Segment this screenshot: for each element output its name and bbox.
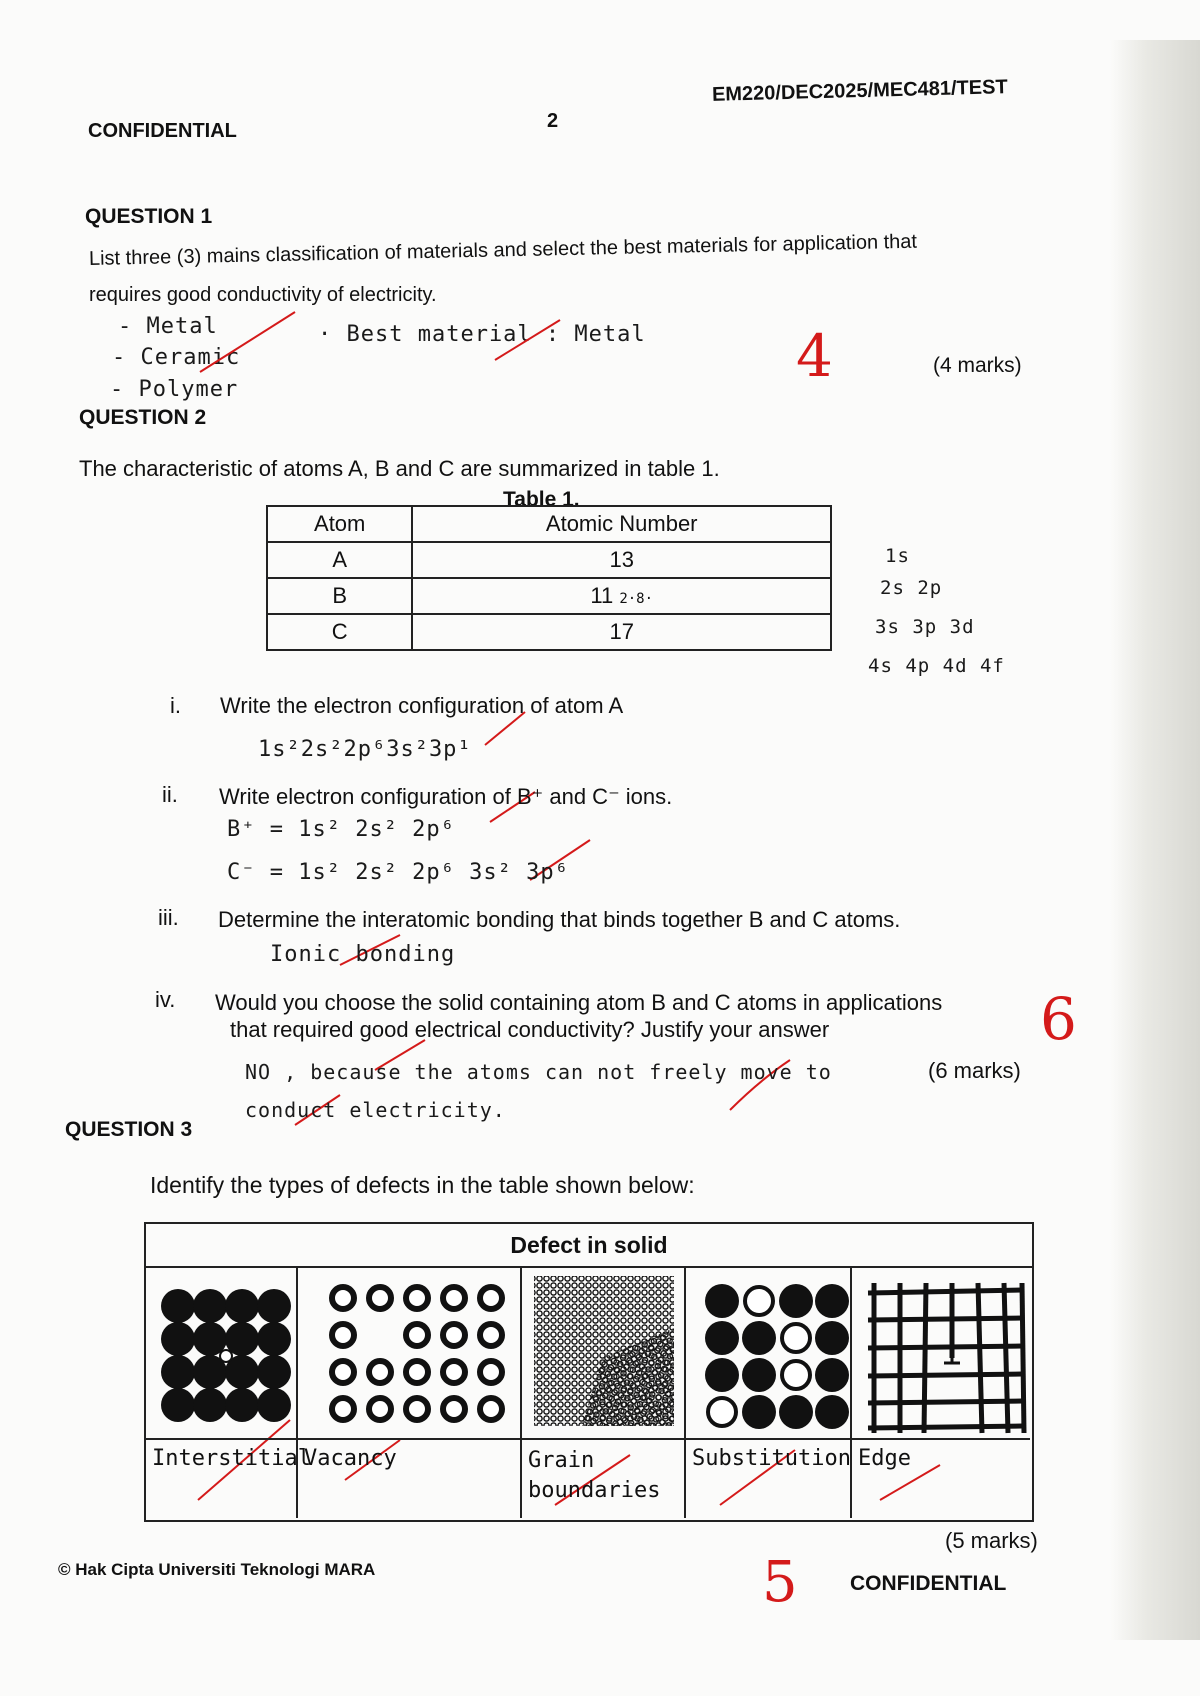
q1-answer-2: - Ceramic (112, 345, 241, 370)
table1-header-atom: Atom (267, 506, 412, 542)
table1-cell: A (267, 542, 412, 578)
defect-cell-vacancy (298, 1268, 522, 1518)
q2-item-iv-text: Would you choose the solid containing atom B and C atoms in applications (215, 990, 943, 1015)
footer-confidential: CONFIDENTIAL (850, 1572, 1007, 1595)
q1-best-material: · Best material : Metal (318, 322, 646, 347)
q2-item-ii-answer-c: C⁻ = 1s² 2s² 2p⁶ 3s² 3p⁶ (227, 860, 569, 885)
side-note-4: 4s 4p 4d 4f (868, 655, 1005, 677)
q2-item-i-answer: 1s²2s²2p⁶3s²3p¹ (258, 737, 472, 762)
q2-item-i-text: Write the electron configuration of atom A (220, 693, 624, 718)
q1-score: 4 (796, 322, 833, 390)
q2-heading: QUESTION 2 (79, 406, 207, 429)
defect-cell-interstitial (146, 1268, 311, 1518)
table1-cell: 13 (412, 542, 831, 578)
table1-header-atomic-number: Atomic Number (412, 506, 831, 542)
q1-text-line2: requires good conductivity of electricity. (89, 284, 437, 306)
q1-marks: (4 marks) (933, 354, 1022, 377)
q2-item-iv-text2: that required good electrical conductivity? Justify your answer (230, 1017, 830, 1042)
table-1 (266, 505, 832, 651)
q1-answer-1: - Metal (118, 314, 218, 339)
q2-item-iv-answer2: conduct electricity. (245, 1098, 506, 1122)
side-note-3: 3s 3p 3d (875, 616, 975, 638)
interstitial-lattice (146, 1268, 296, 1438)
q2-marks: (6 marks) (928, 1058, 1021, 1083)
grain-boundary-diagram (522, 1268, 684, 1440)
q2-item-ii-answer-b: B⁺ = 1s² 2s² 2p⁶ (227, 817, 455, 842)
table1-cell: C (267, 614, 412, 650)
vacancy-lattice (298, 1268, 520, 1438)
q2-item-ii-num: ii. (162, 782, 178, 807)
q1-heading: QUESTION 1 (85, 205, 213, 228)
footer-copyright: © Hak Cipta Universiti Teknologi MARA (58, 1560, 376, 1579)
q2-item-iii-answer: Ionic bonding (270, 942, 456, 967)
vacancy-diagram (298, 1268, 520, 1440)
substitution-diagram (686, 1268, 850, 1440)
defect-table (144, 1222, 1034, 1522)
header-confidential: CONFIDENTIAL (88, 120, 237, 142)
q1-answer-3: - Polymer (110, 377, 239, 402)
table1-cell-value: 11 (590, 583, 614, 608)
defect-label-edge: Edge (858, 1446, 911, 1471)
q2-item-ii-text: Write electron configuration of B⁺ and C⁻ ions. (219, 784, 673, 809)
page-number: 2 (547, 110, 559, 132)
edge-dislocation-lattice (852, 1268, 1030, 1438)
defect-label-substitution: Substitution (692, 1446, 851, 1471)
table1-caption: Table 1. (503, 488, 580, 511)
q3-score: 5 (762, 1550, 798, 1615)
q2-item-iv-num: iv. (155, 987, 176, 1012)
table1-cell: 17 (412, 614, 831, 650)
defect-cell-edge (852, 1268, 1030, 1518)
defect-label-grain-boundaries: Grain boundaries (528, 1448, 661, 1503)
interstitial-diagram (146, 1268, 296, 1440)
q2-item-iii-text: Determine the interatomic bonding that binds together B and C atoms. (218, 907, 901, 932)
side-note-2: 2s 2p (880, 577, 943, 599)
q2-intro: The characteristic of atoms A, B and C are summarized in table 1. (79, 456, 720, 481)
q2-item-i-num: i. (170, 693, 181, 718)
q2-score: 6 (1040, 985, 1077, 1053)
side-note-1: 1s (885, 545, 910, 567)
table1-cell: B (267, 578, 412, 614)
q3-heading: QUESTION 3 (65, 1118, 193, 1141)
b-note: 2·8· (619, 591, 654, 607)
q2-item-iv-answer: NO , because the atoms can not freely move to (245, 1060, 832, 1084)
table1-cell (412, 578, 831, 614)
defect-cell-substitution (686, 1268, 852, 1518)
substitution-lattice (686, 1268, 850, 1438)
q3-intro: Identify the types of defects in the table shown below: (150, 1172, 695, 1198)
defect-table-title: Defect in solid (146, 1224, 1032, 1268)
q2-item-iii-num: iii. (158, 905, 179, 930)
grain-boundary-lattice (522, 1268, 684, 1438)
q1-text-line1: List three (3) mains classification of materials and select the best materials for application that (88, 230, 918, 270)
defect-label-vacancy: Vacancy (304, 1446, 397, 1471)
defect-cell-grain-boundaries (522, 1268, 686, 1518)
exam-code: EM220/DEC2025/MEC481/TEST (711, 76, 1008, 106)
defect-label-interstitial: Interstitial (152, 1446, 311, 1471)
edge-dislocation-diagram (852, 1268, 1030, 1440)
q3-marks: (5 marks) (945, 1528, 1038, 1553)
